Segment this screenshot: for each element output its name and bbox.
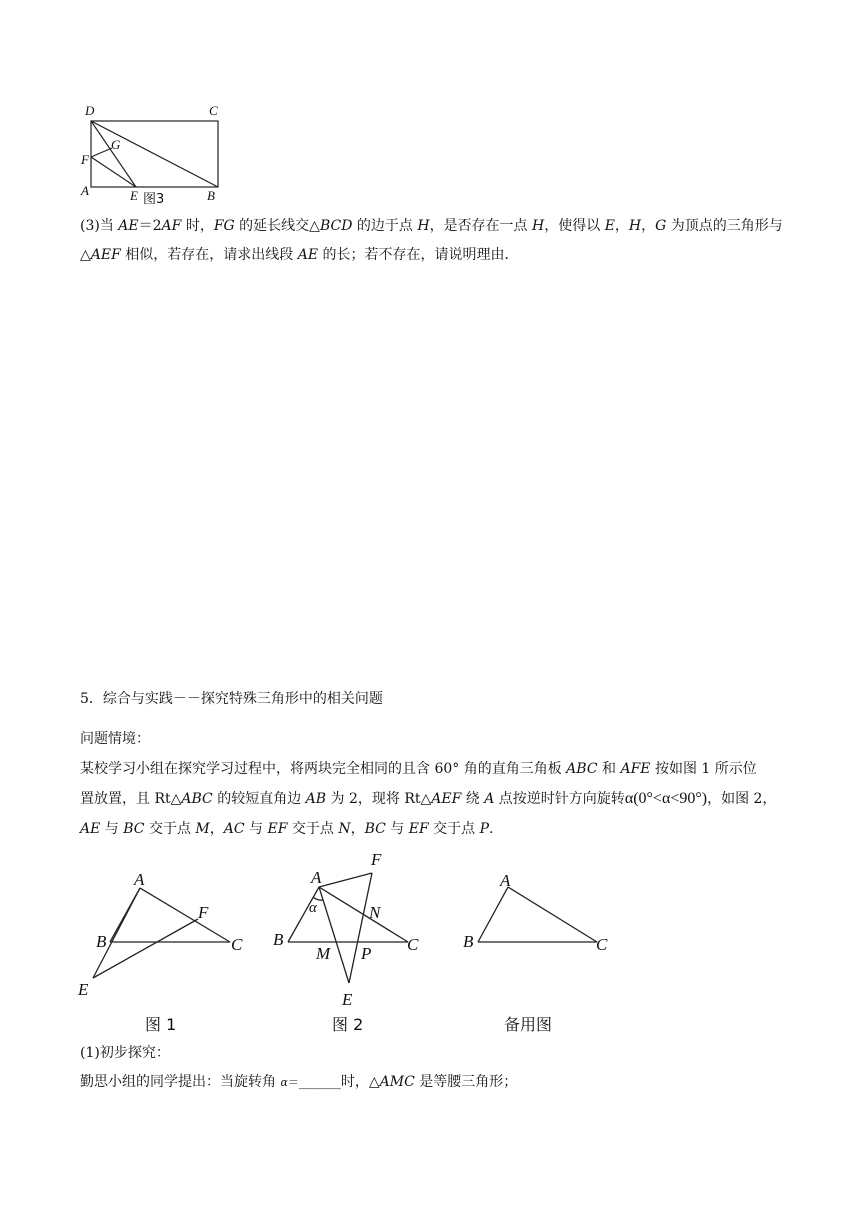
text: 的边于点 <box>352 218 418 234</box>
text: 按如图 1 所示位 <box>650 761 757 777</box>
fig1-caption: 图 1 <box>145 1015 177 1034</box>
figures-drawing <box>0 845 860 1040</box>
math-var: EF <box>267 821 288 837</box>
math-var: AF <box>161 218 182 234</box>
q3-line-2 <box>80 245 519 265</box>
problem-5-para-line-1 <box>80 759 757 779</box>
text: 为顶点的三角形与 <box>666 218 783 234</box>
text: 的延长线交△ <box>234 218 320 234</box>
fig3-label-c: C <box>209 103 218 118</box>
fig2-label-b: B <box>273 930 284 949</box>
text: 交于点 <box>287 821 339 837</box>
math-var: AEF <box>431 791 462 807</box>
fig3-label-g: G <box>111 137 121 152</box>
math-var: N <box>338 821 351 837</box>
text: 交于点 <box>428 821 480 837</box>
math-var: BCD <box>319 218 353 234</box>
q1-label: (1)初步探究： <box>80 1045 170 1061</box>
fig1-label-a: A <box>134 870 145 889</box>
text: ，如图 2， <box>707 791 777 807</box>
math-var: AE <box>297 247 319 263</box>
math-var: AC <box>223 821 245 837</box>
math-var: H <box>628 218 642 234</box>
text: ，使得以 <box>544 218 605 234</box>
math-var: FG <box>213 218 235 234</box>
text: 勤思小组的同学提出：当旋转角 <box>80 1074 281 1090</box>
text: 与 <box>100 821 124 837</box>
fig1-label-f: F <box>198 903 209 922</box>
math-var: BC <box>123 821 145 837</box>
fig3-label-b: B <box>207 188 215 203</box>
figures-row <box>0 845 860 1040</box>
text: 的长；若不存在，请说明理由． <box>318 247 519 263</box>
text: ， <box>350 821 365 837</box>
fig2-label-c: C <box>407 935 419 954</box>
fig3-label-e: E <box>130 188 138 203</box>
math-var: G <box>655 218 667 234</box>
math-var: H <box>532 218 545 234</box>
math-expression: α(0°<α<90°) <box>624 790 708 807</box>
text: 点按逆时针方向旋转 <box>494 791 625 807</box>
fig1-label-b: B <box>96 932 107 951</box>
fig2-label-f: F <box>371 850 382 869</box>
figure-3 <box>78 100 238 207</box>
problem-5-para-line-3 <box>80 819 493 839</box>
fig2-label-n: N <box>369 903 381 922</box>
q3-line-1 <box>80 216 783 236</box>
text: △ <box>80 247 91 263</box>
text: 是等腰三角形； <box>414 1074 518 1090</box>
spare-label-a: A <box>500 871 511 890</box>
text: 为 2，现将 Rt△ <box>326 791 432 807</box>
text: 和 <box>597 761 621 777</box>
math-var: E <box>604 218 615 234</box>
text: ＝2 <box>138 218 162 234</box>
text: 与 <box>385 821 409 837</box>
fig1-label-e: E <box>78 980 89 999</box>
text: . <box>489 821 494 837</box>
text: ， <box>641 218 656 234</box>
fig1-label-c: C <box>231 935 243 954</box>
spare-caption: 备用图 <box>504 1015 553 1034</box>
problem-5-para-line-2 <box>80 789 776 809</box>
math-var: AEF <box>90 247 121 263</box>
text: 置放置，且 Rt△ <box>80 791 182 807</box>
math-var: A <box>484 791 495 807</box>
problem-5-situation-label: 问题情境： <box>80 731 150 747</box>
text: 相似，若存在，请求出线段 <box>120 247 298 263</box>
fig2-label-alpha: α <box>309 900 317 916</box>
text: ， <box>614 218 629 234</box>
math-var: AFE <box>620 761 651 777</box>
fig3-label-f: F <box>81 152 89 167</box>
text: ， <box>209 821 224 837</box>
fig2-label-e: E <box>342 990 353 1009</box>
math-var: EF <box>408 821 429 837</box>
math-var: AB <box>305 791 327 807</box>
math-var: ABC <box>181 791 213 807</box>
text: 与 <box>244 821 268 837</box>
text: 交于点 <box>144 821 196 837</box>
fig3-caption: 图3 <box>143 192 165 207</box>
problem-5-title: 5．综合与实践－－探究特殊三角形中的相关问题 <box>80 691 383 707</box>
text: 绕 <box>461 791 485 807</box>
text: 时， <box>181 218 214 234</box>
fig3-label-a: A <box>81 183 89 198</box>
spare-label-b: B <box>463 932 474 951</box>
fig2-label-m: M <box>316 944 331 963</box>
math-var: M <box>195 821 210 837</box>
q1-line <box>80 1072 517 1093</box>
text: ＝ <box>287 1076 299 1089</box>
math-var: AE <box>80 821 101 837</box>
fig2-caption: 图 2 <box>332 1015 364 1034</box>
fig2-label-p: P <box>361 944 372 963</box>
math-var: α <box>280 1076 288 1089</box>
fig3-label-d: D <box>85 103 95 118</box>
math-var: ABC <box>566 761 598 777</box>
text: ，是否存在一点 <box>429 218 533 234</box>
math-var: AMC <box>379 1074 415 1090</box>
fig2-label-a: A <box>311 868 322 887</box>
text: (3)当 <box>80 218 119 234</box>
answer-blank[interactable]: ______ <box>298 1074 341 1090</box>
text: 的较短直角边 <box>212 791 306 807</box>
math-var: BC <box>364 821 386 837</box>
text: 某校学习小组在探究学习过程中，将两块完全相同的且含 60° 角的直角三角板 <box>80 761 567 777</box>
math-var: H <box>417 218 430 234</box>
math-var: AE <box>118 218 139 234</box>
spare-label-c: C <box>596 935 608 954</box>
text: 时，△ <box>340 1074 380 1090</box>
math-var: P <box>479 821 490 837</box>
